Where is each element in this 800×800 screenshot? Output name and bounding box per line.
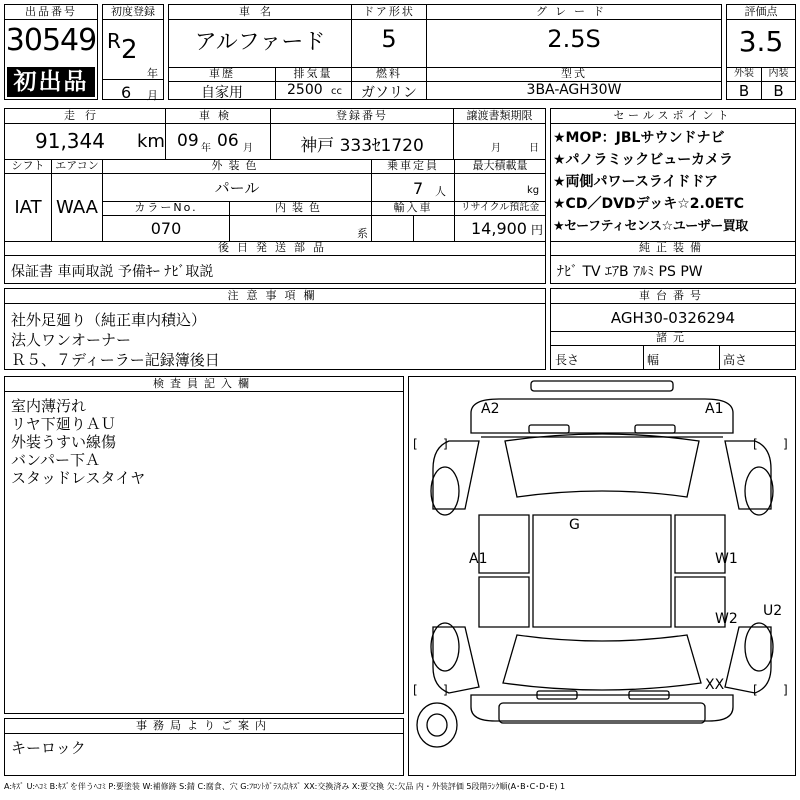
bracket-right-close: ] [783,437,788,451]
fuel: ガソリン [361,85,417,101]
registration-month-unit: 月 [147,89,158,102]
registration-year: 2 [121,35,138,65]
notes-label: 注意事項欄 [5,289,545,304]
chassis-number: AGH30-0326294 [610,309,736,327]
car-name: アルファード [194,30,326,55]
sales-point-item: ★両側パワースライドドア [553,174,719,190]
inspector-line: リヤ下廻りＡＵ [11,415,116,433]
exterior-color: パール [214,179,260,197]
lot-number-box [4,4,98,100]
yen-unit: 円 [531,223,544,237]
door-label: ドア形状 [352,5,426,20]
transfer-deadline-label: 譲渡書類期限 [454,109,545,124]
damage-diagram [408,376,796,776]
grade-label: グレード [427,5,721,20]
ac: WAA [56,197,98,218]
mileage-label: 走行 [5,109,165,124]
interior-grade: B [773,82,784,100]
ac-label: エアコン [52,159,102,174]
bracket-right-open: [ [753,437,758,451]
car-outline-diagram [409,377,795,775]
lot-number-label: 出品番号 [5,5,97,20]
sales-point-item: ★CD／DVDデッキ☆2.0ETC [553,196,744,212]
length-label: 長さ [555,353,580,367]
equipment: ﾅﾋﾞ TV ｴｱB ｱﾙﾐ PS PW [557,264,703,280]
color-number-label: カラーNo. [103,201,229,216]
inspector-line: スタッドレスタイヤ [11,469,146,487]
grade: 2.5S [547,25,601,53]
note-line: 社外足廻り（純正車内積込） [11,311,207,329]
bracket-left-close: ] [443,437,448,451]
later-parts: 保証書 車両取説 予備ｷｰ ﾅﾋﾞ取説 [11,264,214,280]
chassis-box [550,288,796,370]
displacement-unit: cc [331,86,342,97]
mileage: 91,344 [35,129,105,153]
recycle-deposit: 14,900 [471,219,527,238]
exterior-grade-label: 外装 [734,68,754,79]
bracket-right-close: ] [783,683,788,697]
mark-a2: A2 [481,401,500,417]
interior-color-unit: 系 [357,227,368,240]
transfer-month-unit: 月 [491,143,501,154]
history-label: 車歴 [209,67,235,80]
displacement-label: 排気量 [293,67,333,80]
bracket-right-open: [ [753,683,758,697]
exterior-color-label: 外装色 [103,159,371,174]
registration-number-label: 登録番号 [271,109,453,124]
recycle-deposit-label: リサイクル預託金 [455,201,545,216]
interior-color-label: 内装色 [230,201,371,216]
sales-points-box [550,108,796,284]
first-registration-label: 初度登録 [103,5,163,20]
inspection-month: 06 [217,131,239,151]
interior-grade-label: 内装 [768,68,789,79]
registration-month: 6 [121,83,132,102]
capacity-unit: 人 [435,185,446,198]
width-label: 幅 [647,353,660,367]
max-load-label: 最大積載量 [455,159,545,174]
model-label: 型式 [561,67,587,80]
door-count: 5 [381,25,397,53]
inspection-label: 車検 [166,109,270,124]
capacity-label: 乗車定員 [372,159,454,174]
first-listing-badge: 初出品 [7,67,95,97]
height-label: 高さ [723,353,748,367]
lot-number: 30549 [5,23,97,58]
sales-points-label: セールスポイント [551,109,795,124]
mark-w2: W2 [715,611,738,627]
first-registration-box [102,4,164,100]
inspector-line: 室内薄汚れ [11,397,87,415]
inspection-year: 09 [177,131,199,151]
fuel-label: 燃料 [376,67,402,80]
equipment-label: 純正装備 [551,241,795,256]
load-unit: kg [527,185,540,196]
inspector-label: 検査員記入欄 [5,377,403,392]
inspector-line: 外装うすい線傷 [11,433,117,451]
details-box [4,108,546,284]
inspector-box [4,376,404,714]
capacity: 7 [413,179,424,198]
car-name-label: 車名 [169,5,351,20]
inspection-month-unit: 月 [243,143,253,154]
displacement: 2500 [287,82,323,98]
bracket-left-open: [ [413,437,418,451]
exterior-grade: B [738,82,750,100]
sales-point-item: ★セーフティセンス☆ユーザー買取 [553,219,748,234]
transfer-day-unit: 日 [529,143,539,154]
notes-box [4,288,546,370]
mark-u2: U2 [763,603,783,619]
mark-a1-front: A1 [705,401,724,417]
registration-era: R [107,29,121,53]
office-text: キーロック [11,739,86,757]
office-label: 事務局よりご案内 [5,719,403,734]
shift: IAT [14,197,42,218]
score-label: 評価点 [727,5,795,20]
bracket-left-close: ] [443,683,448,697]
bracket-left-open: [ [413,683,418,697]
vehicle-info-box [168,4,722,100]
inspector-line: バンパー下Ａ [11,451,100,469]
model-code: 3BA-AGH30W [526,82,622,98]
dimensions-label: 諸元 [551,331,795,346]
shift-label: シフト [5,159,51,174]
legend: A:ｷｽﾞ U:ﾍｺﾐ B:ｷｽﾞを伴うﾍｺﾐ P:要塗装 W:補修跡 S:錆 C:腐食、穴 G:ﾌﾛﾝﾄｶﾞﾗｽ点ｷｽﾞ XX:交換済み X:要交換 欠:欠品 内・外装評価 5段階ﾗﾝｸ順(A･B･C･D･E) 1 [4,782,566,791]
inspection-year-unit: 年 [201,143,211,154]
registration-year-unit: 年 [147,67,158,80]
chassis-label: 車台番号 [551,289,795,304]
office-box [4,718,404,776]
color-number: 070 [150,219,182,238]
note-line: Ｒ５、７ディーラー記録簿後日 [11,351,220,369]
mark-g: G [569,517,580,533]
sales-point-item: ★MOP：JBLサウンドナビ [553,130,725,146]
note-line: 法人ワンオーナー [11,331,132,349]
mileage-unit: km [137,131,165,152]
registration-number: 神戸 333ｾ1720 [300,136,424,156]
history: 自家用 [201,85,243,101]
mark-xx: XX [705,677,725,693]
mark-w1: W1 [715,551,738,567]
score-box [726,4,796,100]
mark-a1-left: A1 [469,551,488,567]
import-label: 輸入車 [372,201,454,216]
sales-point-item: ★パノラミックビューカメラ [553,152,733,168]
score: 3.5 [738,25,784,58]
later-parts-label: 後日発送部品 [5,241,545,256]
